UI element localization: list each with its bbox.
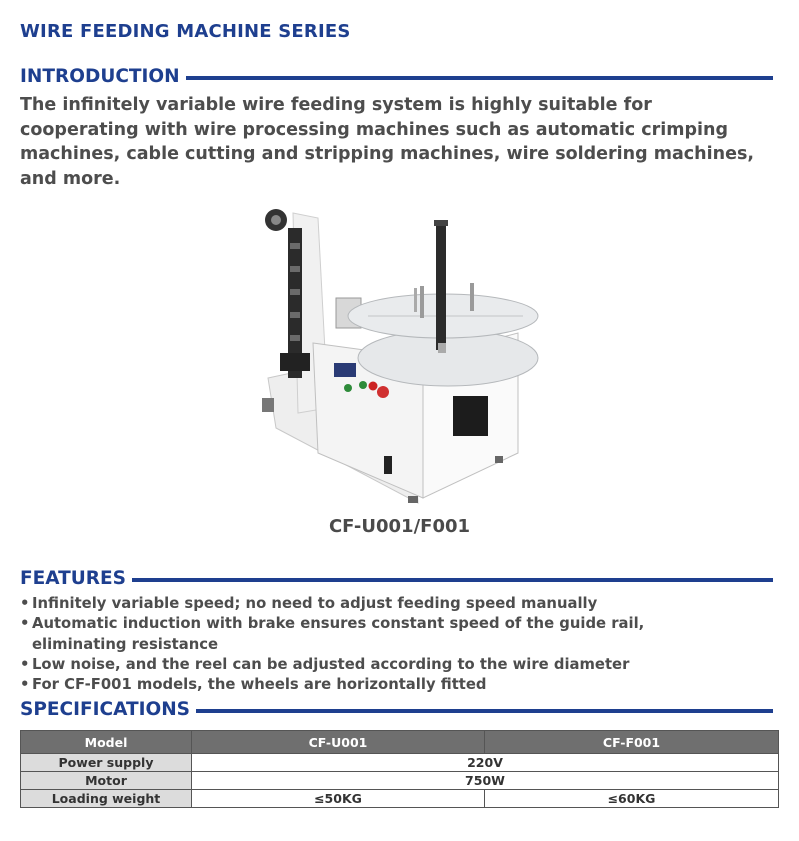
feature-text: Low noise, and the reel can be adjusted according to the wire diameter [32, 655, 630, 673]
header-cell: CF-F001 [485, 731, 779, 754]
bullet: • [20, 655, 30, 673]
introduction-label: INTRODUCTION [20, 66, 180, 87]
product-caption: CF-U001/F001 [328, 516, 471, 537]
table-row [21, 772, 779, 790]
table-cell: ≤60KG [485, 790, 779, 808]
features-list [20, 594, 740, 695]
list-item [20, 594, 740, 614]
specifications-table [20, 730, 779, 808]
header-cell: Model [21, 731, 192, 754]
introduction-heading [20, 66, 773, 87]
row-label: Power supply [21, 754, 192, 772]
features-label: FEATURES [20, 568, 127, 589]
specifications-label: SPECIFICATIONS [20, 699, 190, 720]
table-cell: ≤50KG [192, 790, 485, 808]
row-label: Loading weight [21, 790, 192, 808]
specifications-heading [20, 699, 773, 720]
section-divider [132, 578, 773, 582]
features-heading [20, 568, 773, 589]
section-divider [186, 76, 773, 80]
feature-text: Infinitely variable speed; no need to adjust feeding speed manually [32, 595, 598, 612]
bullet: • [20, 615, 30, 633]
list-item [20, 614, 740, 655]
list-item [20, 675, 740, 695]
row-label: Motor [21, 772, 192, 790]
list-item [20, 655, 740, 675]
table-cell: 220V [192, 754, 779, 772]
product-photo [248, 198, 548, 508]
table-header-row [21, 731, 779, 754]
bullet: • [20, 676, 30, 694]
feature-text: For CF-F001 models, the wheels are horizontally fitted [32, 676, 487, 694]
bullet: • [20, 595, 30, 612]
feature-text: Automatic induction with brake ensures constant speed of the guide rail, eliminating resistance [32, 615, 645, 653]
table-row [21, 754, 779, 772]
series-title: WIRE FEEDING MACHINE SERIES [20, 21, 351, 42]
table-cell: 750W [192, 772, 779, 790]
section-divider [196, 709, 773, 713]
header-cell: CF-U001 [192, 731, 485, 754]
introduction-text: The infinitely variable wire feeding system is highly suitable for cooperating with wire processing machines such as automatic crimping machines, cable cutting and stripping machines, wire soldering machines, and more. [20, 95, 755, 189]
table-row [21, 790, 779, 808]
